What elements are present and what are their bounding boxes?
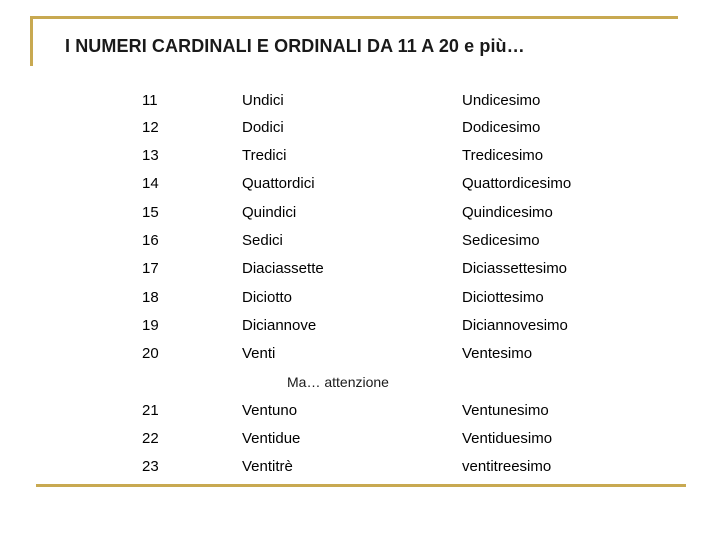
ordinal-cell: Undicesimo (462, 92, 541, 109)
table-row (0, 458, 720, 480)
table-row (0, 317, 720, 339)
ordinal-cell: Dodicesimo (462, 119, 541, 136)
ordinal-cell: Diciottesimo (462, 289, 544, 306)
ordinal-cell: Quindicesimo (462, 204, 553, 221)
ordinal-cell: ventitreesimo (462, 458, 552, 475)
number-cell: 21 (142, 402, 159, 419)
table-row (0, 147, 720, 169)
number-cell: 11 (142, 92, 158, 109)
cardinal-cell: Diaciassette (242, 260, 324, 277)
cardinal-cell: Dodici (242, 119, 284, 136)
frame-left-line (30, 16, 33, 66)
number-cell: 14 (142, 175, 159, 192)
number-cell: 15 (142, 204, 159, 221)
cardinal-cell: Sedici (242, 232, 283, 249)
frame-bottom-line (36, 484, 686, 487)
number-cell: 12 (142, 119, 159, 136)
table-row (0, 260, 720, 282)
attention-note: Ma… attenzione (287, 374, 389, 390)
ordinal-cell: Diciassettesimo (462, 260, 568, 277)
ordinal-cell: Ventunesimo (462, 402, 549, 419)
page-title: I NUMERI CARDINALI E ORDINALI DA 11 A 20 e più… (65, 36, 525, 56)
table-row (0, 430, 720, 452)
table-row (0, 204, 720, 226)
cardinal-cell: Ventidue (242, 430, 301, 447)
cardinal-cell: Diciotto (242, 289, 293, 306)
cardinal-cell: Undici (242, 92, 284, 109)
table-row (0, 92, 720, 114)
frame-top-line (30, 16, 678, 19)
number-cell: 19 (142, 317, 159, 334)
ordinal-cell: Quattordicesimo (462, 175, 572, 192)
cardinal-cell: Ventitrè (242, 458, 293, 475)
cardinal-cell: Quindici (242, 204, 297, 221)
cardinal-cell: Ventuno (242, 402, 298, 419)
ordinal-cell: Ventesimo (462, 345, 533, 362)
ordinal-cell: Sedicesimo (462, 232, 540, 249)
number-cell: 18 (142, 289, 159, 306)
number-cell: 17 (142, 260, 159, 277)
ordinal-cell: Ventiduesimo (462, 430, 553, 447)
table-row (0, 232, 720, 254)
ordinal-cell: Tredicesimo (462, 147, 544, 164)
number-cell: 20 (142, 345, 159, 362)
table-row (0, 175, 720, 197)
cardinal-cell: Tredici (242, 147, 287, 164)
cardinal-cell: Venti (242, 345, 276, 362)
ordinal-cell: Diciannovesimo (462, 317, 568, 334)
number-cell: 22 (142, 430, 159, 447)
table-row (0, 402, 720, 424)
number-cell: 16 (142, 232, 159, 249)
number-cell: 13 (142, 147, 159, 164)
table-row (0, 345, 720, 367)
cardinal-cell: Diciannove (242, 317, 317, 334)
table-row (0, 119, 720, 141)
cardinal-cell: Quattordici (242, 175, 315, 192)
number-cell: 23 (142, 458, 159, 475)
table-row (0, 289, 720, 311)
